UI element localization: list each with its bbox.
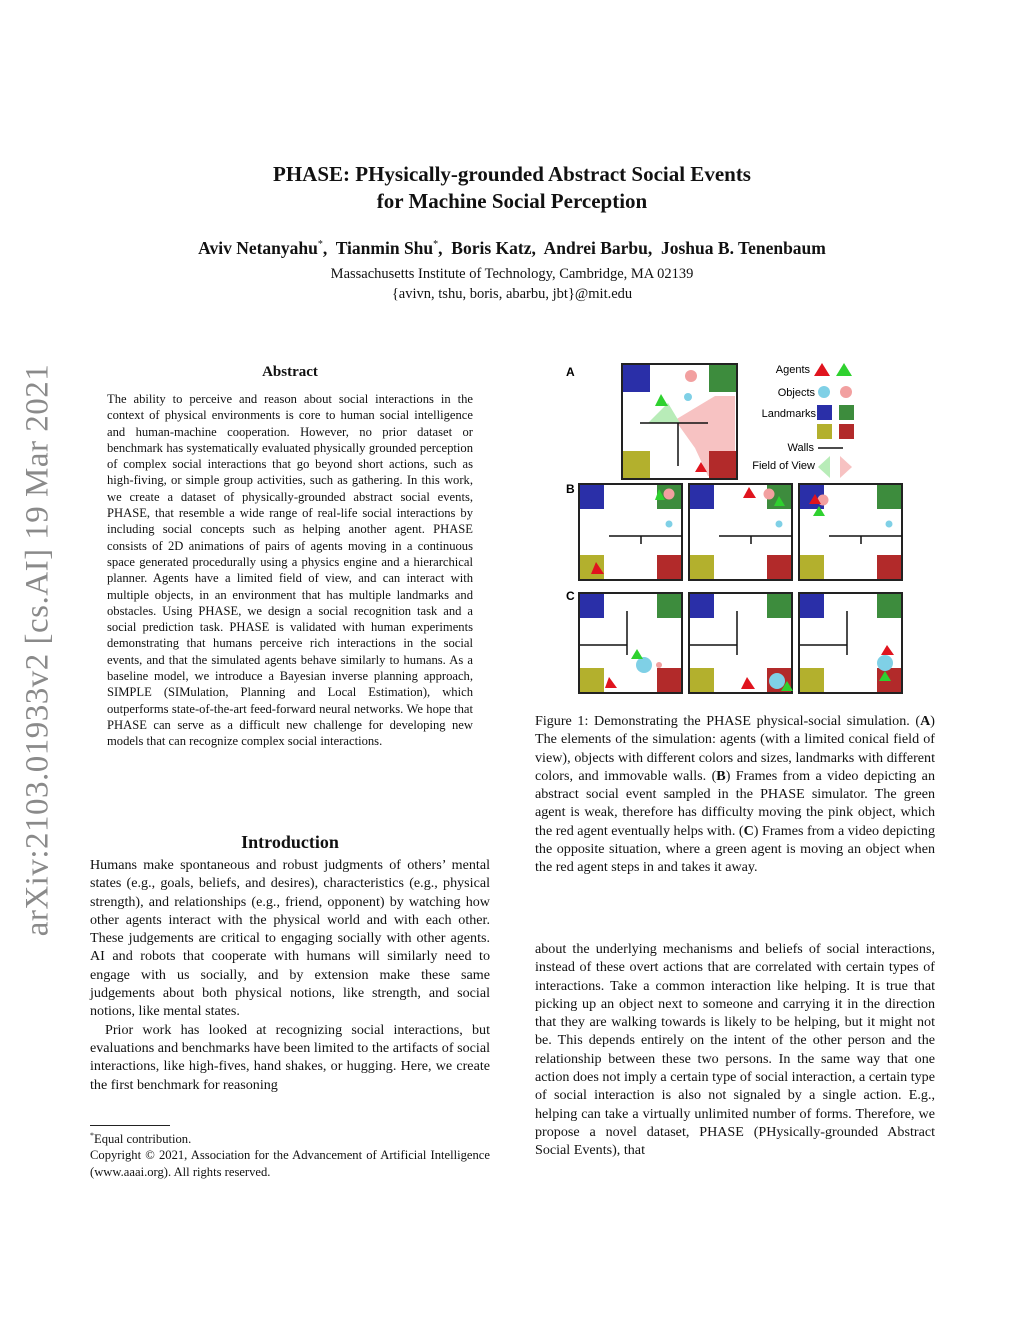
author-name: Andrei Barbu — [543, 238, 648, 258]
panel-b-frame-3 — [799, 484, 902, 580]
legend-landmark-green — [839, 405, 854, 420]
introduction-heading: Introduction — [241, 832, 339, 852]
panel-b-frame-2 — [689, 484, 792, 580]
footnote-mark: * — [90, 1131, 94, 1140]
panel-label-b: B — [566, 482, 575, 496]
email-list: {avivn, tshu, boris, abarbu, jbt}@mit.edu — [391, 286, 633, 302]
intro-paragraph-2: Prior work has looked at recognizing social interactions, but evaluations and benchmarks have been limited to the artifacts of social interactions, like high-fives, hand shakes, or hugging. Here, we create the first benchmark for reasoning — [90, 1021, 490, 1093]
legend-fov-label: Field of View — [752, 460, 815, 472]
intro-paragraph-1: Humans make spontaneous and robust judgments of others’ mental states (e.g., goals, beliefs, and desires), characteristics (e.g., physical strength), and relationships (e.g., friend, opponent) by watching how other agents interact with the physical world and with each other. These judgements are critical to engaging socially with other agents. AI and robots that cooperate with humans will similarly need to engage with us socially, and by extension make these same judgements about both physical notions, like strength, and social notions, like mental states. — [90, 857, 490, 1020]
panel-a-arena — [622, 364, 737, 479]
affiliation: Massachusetts Institute of Technology, Cambridge, MA 02139 — [330, 266, 694, 282]
legend-agent-green-icon — [836, 363, 852, 376]
figure-1-svg — [560, 358, 940, 698]
panel-label-a: A — [566, 365, 575, 379]
legend-agents-label: Agents — [775, 364, 810, 376]
panel-c-frame-2 — [689, 593, 793, 693]
footnote-copyright: Copyright © 2021, Association for the Advancement of Artificial Intelligence (www.aaai.org). All rights reserved. — [90, 1148, 490, 1179]
landmark-red — [709, 451, 736, 478]
panel-label-c: C — [566, 589, 575, 603]
abstract-body: The ability to perceive and reason about social interactions in the context of physical environments is core to human social intelligence and human-machine cooperation. However, no prior dataset or benchmark has systematically evaluated physically grounded perception of complex social interactions that go beyond short actions, such as high-fiving, or simple group activities, such as gathering. In this work, we create a dataset of physically-grounded abstract social events, PHASE, that resemble a wide range of real-life social interactions by including social concepts such as helping another agent. PHASE consists of 2D animations of pairs of agents moving in a continuous space generated procedurally using a physics engine and a hierarchical planner. Agents have a limited field of view, and can interact with multiple objects, in an environment that has multiple landmarks and obstacles. Using PHASE, we design a social recognition task and a social prediction task. PHASE is validated with human experiments demonstrating that humans perceive rich interactions in the social events, and that the simulated agents behave similarly to humans. As a baseline model, we introduce a Bayesian inverse planning approach, SIMPLE (SIMulation, Planning and Local Estimation), which outperforms state-of-the-art feed-forward neural networks. We hope that PHASE can serve as a difficult new challenge for developing new models that can recognize complex social interactions. — [107, 392, 473, 749]
object-pink — [685, 370, 697, 382]
legend-agent-red-icon — [814, 363, 830, 376]
author-name: Boris Katz — [451, 238, 532, 258]
author-name: Tianmin Shu — [335, 238, 434, 258]
legend-objects-label: Objects — [777, 387, 815, 399]
legend-object-pink-icon — [840, 386, 852, 398]
caption-lead: Figure 1: Demonstrating the PHASE physical-social simulation. ( — [535, 713, 921, 729]
agent-green — [655, 394, 668, 406]
legend-landmarks-label: Landmarks — [761, 408, 816, 420]
caption-part-c: ) Frames from a video depicting the opposite situation, where a green agent is moving an object when the red agent steps in and takes it away. — [535, 822, 936, 876]
caption-ref-b: B — [716, 767, 726, 784]
author-name: Joshua B. Tenenbaum — [661, 238, 826, 258]
panel-b-frame-1 — [579, 484, 682, 580]
landmark-blue — [623, 365, 650, 392]
footnote — [90, 1128, 490, 1180]
object-cyan — [684, 393, 692, 401]
legend — [752, 363, 854, 478]
landmark-green — [709, 365, 736, 392]
author-mark: * — [317, 239, 323, 250]
figure-1 — [560, 358, 940, 698]
legend-landmark-olive — [817, 424, 832, 439]
footnote-equal — [90, 1128, 490, 1147]
legend-landmark-red — [839, 424, 854, 439]
legend-fov-pink-icon — [840, 456, 852, 478]
abstract-heading: Abstract — [262, 364, 318, 380]
landmark-olive — [623, 451, 650, 478]
figure-1-caption — [535, 712, 935, 877]
right-column-body: about the underlying mechanisms and beliefs of social interactions, instead of these overt actions that are correlated with certain types of interactions. Take a common interaction like helping. It is true that picking up an object next to someone and carrying it in the direction that they are walking towards is likely to be helping, but it might not be. This depends entirely on the intent of the other person and the relationship between these two persons. In the same way that one action does not imply a certain type of social interaction, a certain type of social interaction is also not signaled by a single action. E.g., helping can take a virtually unlimited number of forms. Therefore, we propose a novel dataset, PHASE (PHysically-grounded Abstract Social Events), that — [535, 941, 935, 1159]
caption-ref-c: C — [743, 822, 754, 839]
author-list: Aviv Netanyahu*, Tianmin Shu*, Boris Katz, Andrei Barbu, Joshua B. Tenenbaum — [198, 238, 826, 258]
panel-c-frame-1 — [579, 593, 682, 693]
legend-fov-green-icon — [818, 456, 830, 478]
legend-landmark-blue — [817, 405, 832, 420]
introduction-body — [90, 856, 490, 1094]
caption-ref-a: A — [920, 713, 931, 729]
arxiv-stamp-text: arXiv:2103.01933v2 [cs.AI] 19 Mar 2021 — [19, 363, 56, 937]
author-name: Aviv Netanyahu — [198, 238, 318, 258]
footnote-equal-text: Equal contribution. — [94, 1132, 192, 1146]
caption-part-b: ) Frames from a video depicting an abstract social event sampled in the PHASE simulator. The green agent is weak, therefore has difficulty moving the pink object, which the red agent eventually helps with. ( — [535, 767, 935, 839]
footnote-rule — [90, 1125, 170, 1126]
panel-c-frame-3 — [799, 593, 902, 693]
legend-walls-label: Walls — [787, 442, 814, 454]
paper-title-line-2: for Machine Social Perception — [376, 189, 648, 213]
author-mark: * — [433, 239, 439, 250]
paper-title-line-1: PHASE: PHysically-grounded Abstract Social Events — [273, 162, 751, 186]
legend-object-cyan-icon — [818, 386, 830, 398]
caption-part-a: ) The elements of the simulation: agents (with a limited conical field of view), objects with different colors and sizes, landmarks with different colors, and immovable walls. ( — [535, 713, 935, 784]
